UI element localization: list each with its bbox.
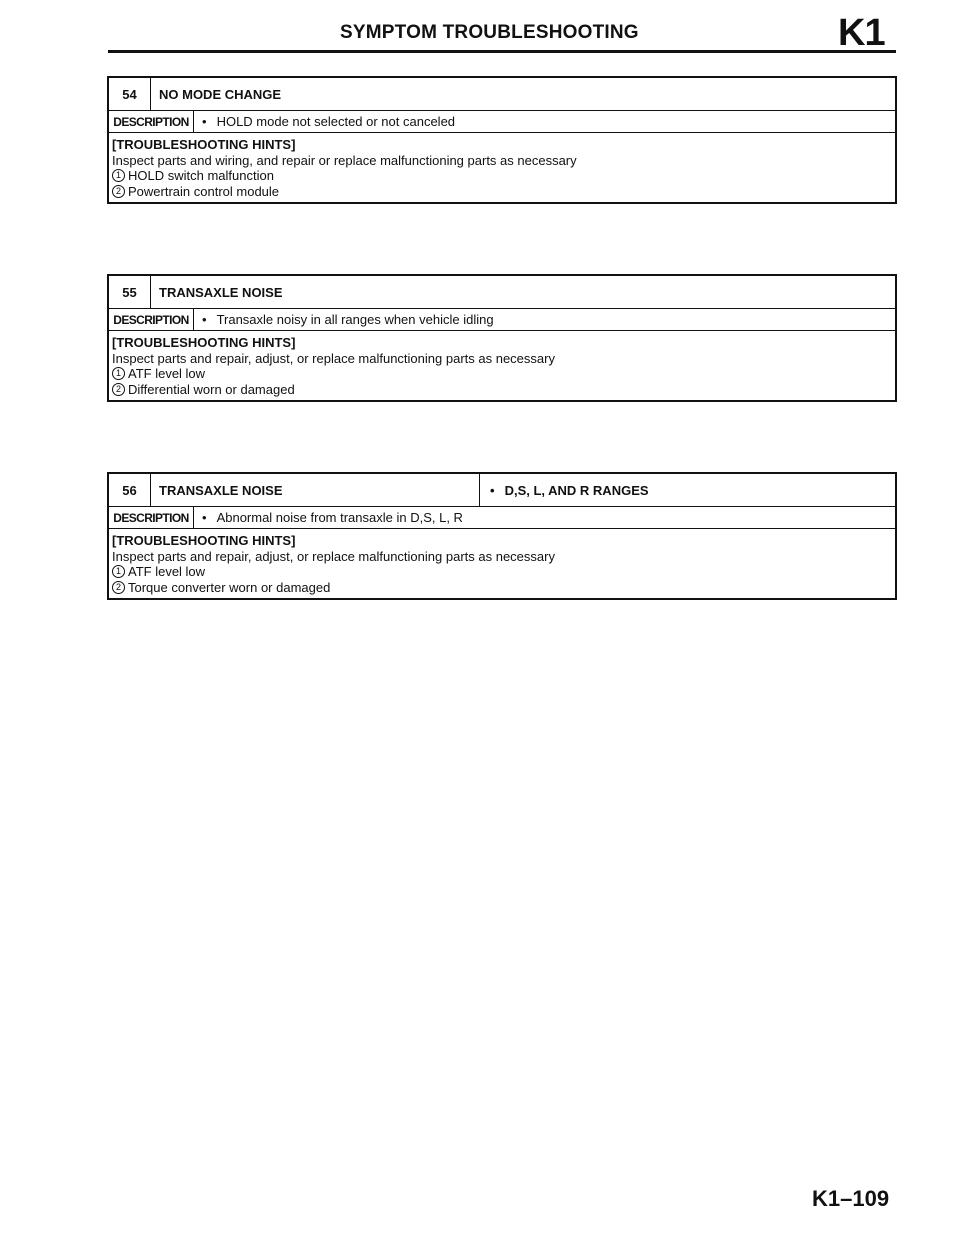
hints-intro: Inspect parts and wiring, and repair or replace malfunctioning parts as necessary xyxy=(112,152,577,168)
block-title: TRANSAXLE NOISE xyxy=(159,482,283,498)
circled-number-marker: 1 xyxy=(112,565,125,578)
page-number: K1–109 xyxy=(812,1186,890,1211)
hint-text: Powertrain control module xyxy=(128,183,280,199)
troubleshooting-hints xyxy=(109,331,895,400)
description-value: Abnormal noise from transaxle in D,S, L, R xyxy=(216,510,463,525)
hints-heading: [TROUBLESHOOTING HINTS] xyxy=(112,533,296,548)
hint-item xyxy=(112,366,895,382)
hints-intro: Inspect parts and repair, adjust, or replace malfunctioning parts as necessary xyxy=(112,548,555,564)
trouble-block-56 xyxy=(107,472,897,600)
header-rule xyxy=(108,50,896,53)
circled-number-marker: 1 xyxy=(112,169,125,182)
hint-text: ATF level low xyxy=(128,564,206,579)
hint-item xyxy=(112,382,895,398)
hints-heading: [TROUBLESHOOTING HINTS] xyxy=(112,137,296,152)
description-row xyxy=(109,507,895,529)
hint-text: Torque converter worn or damaged xyxy=(128,579,331,595)
description-label: DESCRIPTION xyxy=(109,309,194,330)
circled-number-marker: 2 xyxy=(112,185,125,198)
description-text xyxy=(194,507,895,528)
range-condition xyxy=(479,474,895,506)
troubleshooting-hints xyxy=(109,529,895,598)
description-row xyxy=(109,111,895,133)
circled-number-marker: 2 xyxy=(112,383,125,396)
hint-item xyxy=(112,184,895,200)
description-label: DESCRIPTION xyxy=(109,111,194,132)
block-number: 56 xyxy=(109,474,151,506)
block-title: TRANSAXLE NOISE xyxy=(159,284,283,300)
circled-number-marker: 1 xyxy=(112,367,125,380)
hint-item xyxy=(112,564,895,580)
description-text xyxy=(194,309,895,330)
block-title-row xyxy=(109,276,895,309)
circled-number-marker: 2 xyxy=(112,581,125,594)
trouble-block-54 xyxy=(107,76,897,204)
trouble-block-55 xyxy=(107,274,897,402)
block-title-row xyxy=(109,78,895,111)
section-code: K1 xyxy=(838,12,885,54)
description-label: DESCRIPTION xyxy=(109,507,194,528)
hints-intro: Inspect parts and repair, adjust, or replace malfunctioning parts as necessary xyxy=(112,350,555,366)
hint-item xyxy=(112,168,895,184)
block-number: 55 xyxy=(109,276,151,308)
description-value: Transaxle noisy in all ranges when vehicle idling xyxy=(216,312,494,327)
page-title: SYMPTOM TROUBLESHOOTING xyxy=(340,22,639,43)
hint-text: ATF level low xyxy=(128,366,206,381)
bullet-glyph: • xyxy=(202,114,207,129)
troubleshooting-hints xyxy=(109,133,895,202)
block-number: 54 xyxy=(109,78,151,110)
bullet-glyph: • xyxy=(490,482,495,498)
description-row xyxy=(109,309,895,331)
hint-text: HOLD switch malfunction xyxy=(128,168,274,183)
hints-heading: [TROUBLESHOOTING HINTS] xyxy=(112,335,296,350)
block-title: NO MODE CHANGE xyxy=(159,86,282,102)
bullet-glyph: • xyxy=(202,312,207,327)
description-text xyxy=(194,111,895,132)
hint-text: Differential worn or damaged xyxy=(128,381,295,397)
block-title-row xyxy=(109,474,895,507)
bullet-glyph: • xyxy=(202,510,207,525)
range-value: D,S, L, AND R RANGES xyxy=(504,482,649,498)
hint-item xyxy=(112,580,895,596)
description-value: HOLD mode not selected or not canceled xyxy=(216,114,456,129)
